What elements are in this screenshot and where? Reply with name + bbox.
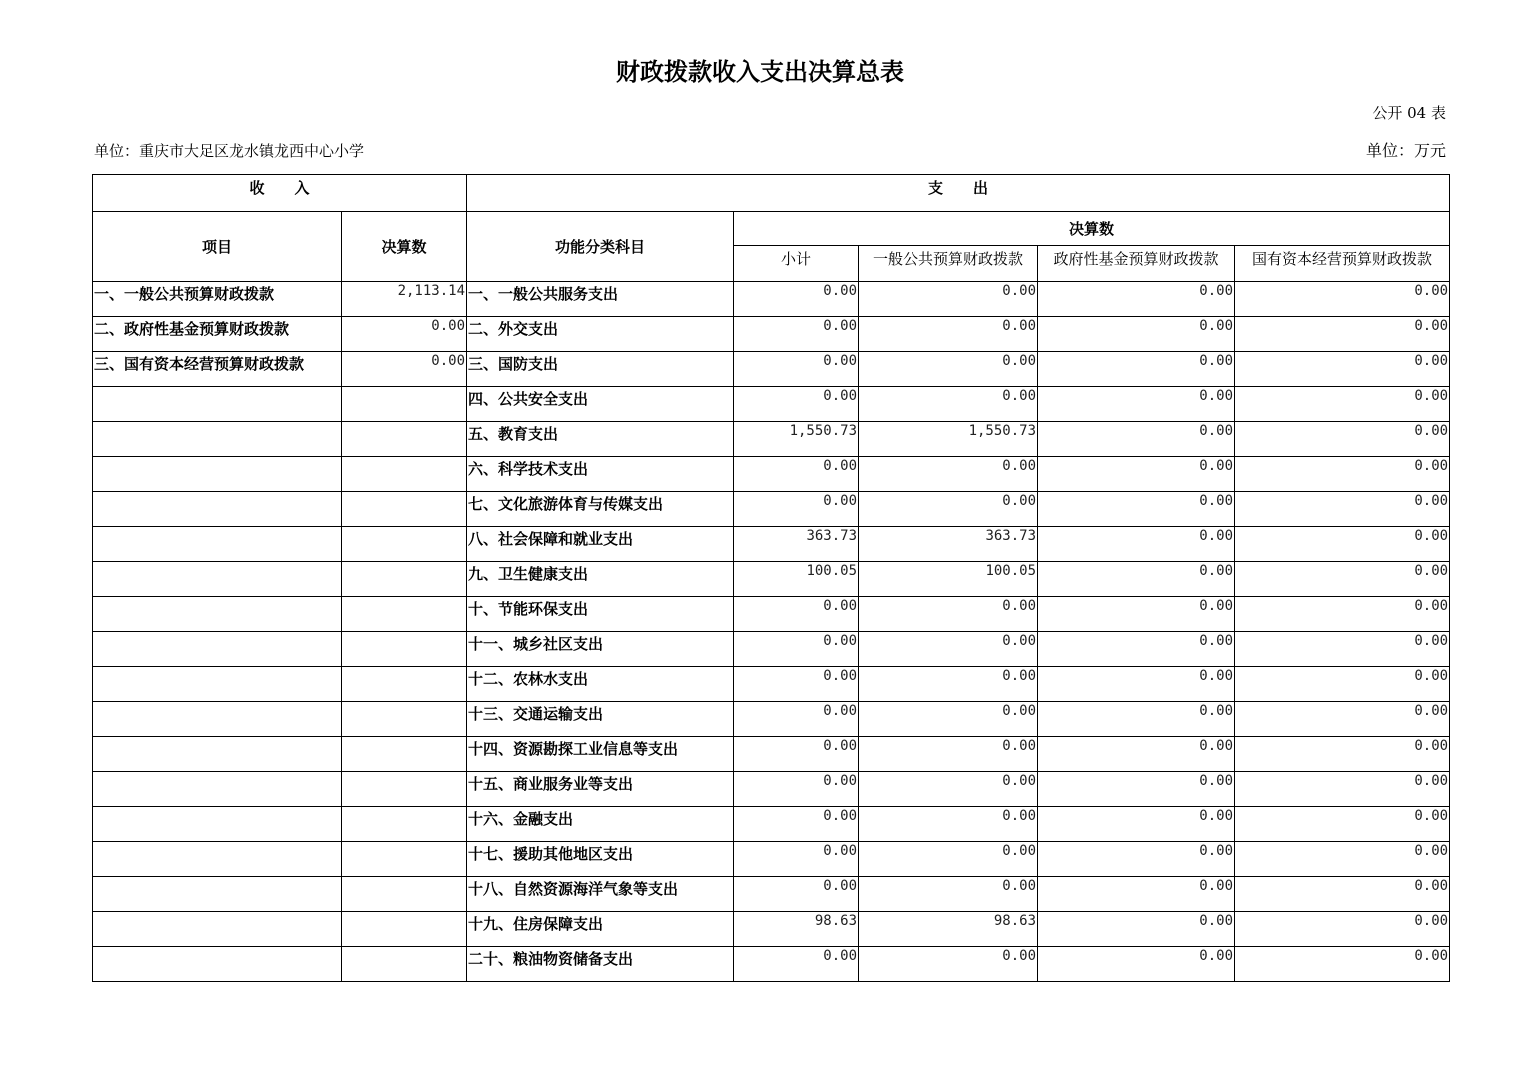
general-cell: 1,550.73 [859, 422, 1038, 457]
form-number: 公开 04 表 [1372, 104, 1446, 122]
table-row [93, 667, 1450, 702]
subtotal-cell: 0.00 [734, 877, 859, 912]
expense-item-cell: 六、科学技术支出 [467, 457, 734, 492]
gov-fund-cell: 0.00 [1038, 947, 1235, 982]
general-cell: 0.00 [859, 387, 1038, 422]
gov-fund-cell: 0.00 [1038, 527, 1235, 562]
state-capital-cell: 0.00 [1235, 807, 1450, 842]
income-item-cell [93, 527, 342, 562]
subtotal-cell: 0.00 [734, 492, 859, 527]
expense-item-cell: 五、教育支出 [467, 422, 734, 457]
gov-fund-header: 政府性基金预算财政拨款 [1038, 246, 1235, 282]
income-amount-cell [342, 737, 467, 772]
gov-fund-cell: 0.00 [1038, 632, 1235, 667]
income-amount-cell [342, 597, 467, 632]
table-row [93, 632, 1450, 667]
income-item-cell [93, 422, 342, 457]
subtotal-cell: 0.00 [734, 772, 859, 807]
expense-item-cell: 十一、城乡社区支出 [467, 632, 734, 667]
gov-fund-cell: 0.00 [1038, 387, 1235, 422]
summary-table [92, 174, 1450, 982]
gov-fund-cell: 0.00 [1038, 597, 1235, 632]
income-item-cell [93, 947, 342, 982]
general-header: 一般公共预算财政拨款 [859, 246, 1038, 282]
subtotal-cell: 0.00 [734, 387, 859, 422]
income-amount-cell [342, 632, 467, 667]
income-amount-cell [342, 947, 467, 982]
general-cell: 0.00 [859, 317, 1038, 352]
income-item-cell [93, 807, 342, 842]
income-amount-cell [342, 877, 467, 912]
income-amount-cell: 0.00 [342, 352, 467, 387]
subtotal-cell: 0.00 [734, 457, 859, 492]
subtotal-cell: 0.00 [734, 282, 859, 317]
table-row [93, 317, 1450, 352]
subtotal-cell: 98.63 [734, 912, 859, 947]
subtotal-cell: 0.00 [734, 632, 859, 667]
table-row [93, 842, 1450, 877]
expense-item-cell: 二、外交支出 [467, 317, 734, 352]
state-capital-cell: 0.00 [1235, 877, 1450, 912]
item-header: 项目 [93, 212, 342, 282]
state-capital-cell: 0.00 [1235, 667, 1450, 702]
table-row [93, 737, 1450, 772]
subtotal-cell: 363.73 [734, 527, 859, 562]
state-capital-cell: 0.00 [1235, 947, 1450, 982]
gov-fund-cell: 0.00 [1038, 807, 1235, 842]
state-capital-cell: 0.00 [1235, 457, 1450, 492]
income-item-cell [93, 492, 342, 527]
state-capital-cell: 0.00 [1235, 597, 1450, 632]
state-capital-cell: 0.00 [1235, 422, 1450, 457]
expense-item-cell: 九、卫生健康支出 [467, 562, 734, 597]
state-capital-cell: 0.00 [1235, 737, 1450, 772]
subtotal-cell: 1,550.73 [734, 422, 859, 457]
page-title: 财政拨款收入支出决算总表 [616, 57, 904, 86]
expense-item-cell: 十二、农林水支出 [467, 667, 734, 702]
gov-fund-cell: 0.00 [1038, 282, 1235, 317]
subtotal-cell: 0.00 [734, 597, 859, 632]
expense-item-cell: 十四、资源勘探工业信息等支出 [467, 737, 734, 772]
income-item-cell [93, 877, 342, 912]
gov-fund-cell: 0.00 [1038, 702, 1235, 737]
general-cell: 0.00 [859, 352, 1038, 387]
general-cell: 0.00 [859, 492, 1038, 527]
subtotal-cell: 0.00 [734, 667, 859, 702]
table-row [93, 597, 1450, 632]
table-row [93, 877, 1450, 912]
income-amount-cell [342, 772, 467, 807]
reporting-unit: 单位：重庆市大足区龙水镇龙西中心小学 [94, 142, 365, 160]
income-item-cell [93, 667, 342, 702]
income-amount-cell: 2,113.14 [342, 282, 467, 317]
subtotal-cell: 100.05 [734, 562, 859, 597]
general-cell: 0.00 [859, 877, 1038, 912]
state-capital-cell: 0.00 [1235, 772, 1450, 807]
income-amount-cell [342, 702, 467, 737]
subtotal-cell: 0.00 [734, 352, 859, 387]
expense-item-cell: 十七、援助其他地区支出 [467, 842, 734, 877]
general-cell: 0.00 [859, 597, 1038, 632]
general-cell: 0.00 [859, 807, 1038, 842]
income-amount-cell [342, 807, 467, 842]
state-capital-cell: 0.00 [1235, 527, 1450, 562]
expense-item-cell: 一、一般公共服务支出 [467, 282, 734, 317]
expense-item-cell: 十、节能环保支出 [467, 597, 734, 632]
income-amount-cell [342, 562, 467, 597]
general-cell: 0.00 [859, 842, 1038, 877]
state-capital-cell: 0.00 [1235, 387, 1450, 422]
table-row [93, 492, 1450, 527]
table-row [93, 807, 1450, 842]
subtotal-cell: 0.00 [734, 842, 859, 877]
expense-header: 支 出 [467, 175, 1450, 212]
state-capital-cell: 0.00 [1235, 842, 1450, 877]
state-capital-cell: 0.00 [1235, 632, 1450, 667]
gov-fund-cell: 0.00 [1038, 772, 1235, 807]
table-row [93, 527, 1450, 562]
subtotal-cell: 0.00 [734, 317, 859, 352]
income-amount-cell [342, 667, 467, 702]
general-cell: 98.63 [859, 912, 1038, 947]
state-capital-cell: 0.00 [1235, 562, 1450, 597]
subtotal-cell: 0.00 [734, 807, 859, 842]
general-cell: 363.73 [859, 527, 1038, 562]
expense-item-cell: 十六、金融支出 [467, 807, 734, 842]
subtotal-cell: 0.00 [734, 737, 859, 772]
expense-item-cell: 十五、商业服务业等支出 [467, 772, 734, 807]
table-row [93, 352, 1450, 387]
table-row [93, 912, 1450, 947]
income-amount-cell [342, 457, 467, 492]
gov-fund-cell: 0.00 [1038, 842, 1235, 877]
income-item-cell [93, 562, 342, 597]
table-row [93, 282, 1450, 317]
table-row [93, 947, 1450, 982]
general-cell: 100.05 [859, 562, 1038, 597]
income-amount-cell: 0.00 [342, 317, 467, 352]
state-capital-cell: 0.00 [1235, 702, 1450, 737]
general-cell: 0.00 [859, 737, 1038, 772]
func-category-header: 功能分类科目 [467, 212, 734, 282]
gov-fund-cell: 0.00 [1038, 877, 1235, 912]
income-item-cell: 三、国有资本经营预算财政拨款 [93, 352, 342, 387]
gov-fund-cell: 0.00 [1038, 457, 1235, 492]
expense-item-cell: 十九、住房保障支出 [467, 912, 734, 947]
expense-item-cell: 二十、粮油物资储备支出 [467, 947, 734, 982]
gov-fund-cell: 0.00 [1038, 912, 1235, 947]
income-item-cell [93, 842, 342, 877]
expense-item-cell: 七、文化旅游体育与传媒支出 [467, 492, 734, 527]
gov-fund-cell: 0.00 [1038, 667, 1235, 702]
state-capital-cell: 0.00 [1235, 912, 1450, 947]
table-row [93, 772, 1450, 807]
state-capital-cell: 0.00 [1235, 352, 1450, 387]
subtotal-header: 小计 [734, 246, 859, 282]
income-item-cell [93, 772, 342, 807]
income-item-cell [93, 457, 342, 492]
income-item-cell [93, 632, 342, 667]
gov-fund-cell: 0.00 [1038, 352, 1235, 387]
state-capital-cell: 0.00 [1235, 317, 1450, 352]
income-amount-cell [342, 492, 467, 527]
state-capital-header: 国有资本经营预算财政拨款 [1235, 246, 1450, 282]
income-amount-cell [342, 912, 467, 947]
expense-item-cell: 十八、自然资源海洋气象等支出 [467, 877, 734, 912]
income-item-cell [93, 387, 342, 422]
currency-unit: 单位：万元 [1365, 141, 1446, 160]
income-item-cell: 二、政府性基金预算财政拨款 [93, 317, 342, 352]
subtotal-cell: 0.00 [734, 702, 859, 737]
table-row [93, 422, 1450, 457]
expense-item-cell: 四、公共安全支出 [467, 387, 734, 422]
subtotal-cell: 0.00 [734, 947, 859, 982]
gov-fund-cell: 0.00 [1038, 562, 1235, 597]
income-amount-cell [342, 422, 467, 457]
state-capital-cell: 0.00 [1235, 492, 1450, 527]
general-cell: 0.00 [859, 632, 1038, 667]
general-cell: 0.00 [859, 667, 1038, 702]
gov-fund-cell: 0.00 [1038, 422, 1235, 457]
table-row [93, 702, 1450, 737]
general-cell: 0.00 [859, 282, 1038, 317]
amount-header: 决算数 [342, 212, 467, 282]
income-item-cell [93, 597, 342, 632]
general-cell: 0.00 [859, 772, 1038, 807]
income-amount-cell [342, 527, 467, 562]
gov-fund-cell: 0.00 [1038, 737, 1235, 772]
expense-item-cell: 十三、交通运输支出 [467, 702, 734, 737]
expense-item-cell: 八、社会保障和就业支出 [467, 527, 734, 562]
gov-fund-cell: 0.00 [1038, 317, 1235, 352]
final-amount-header: 决算数 [734, 212, 1450, 246]
table-row [93, 387, 1450, 422]
income-item-cell [93, 702, 342, 737]
income-item-cell: 一、一般公共预算财政拨款 [93, 282, 342, 317]
state-capital-cell: 0.00 [1235, 282, 1450, 317]
general-cell: 0.00 [859, 457, 1038, 492]
general-cell: 0.00 [859, 947, 1038, 982]
gov-fund-cell: 0.00 [1038, 492, 1235, 527]
table-row [93, 562, 1450, 597]
income-amount-cell [342, 387, 467, 422]
income-header: 收 入 [93, 175, 467, 212]
expense-item-cell: 三、国防支出 [467, 352, 734, 387]
income-item-cell [93, 912, 342, 947]
general-cell: 0.00 [859, 702, 1038, 737]
income-item-cell [93, 737, 342, 772]
income-amount-cell [342, 842, 467, 877]
table-row [93, 457, 1450, 492]
